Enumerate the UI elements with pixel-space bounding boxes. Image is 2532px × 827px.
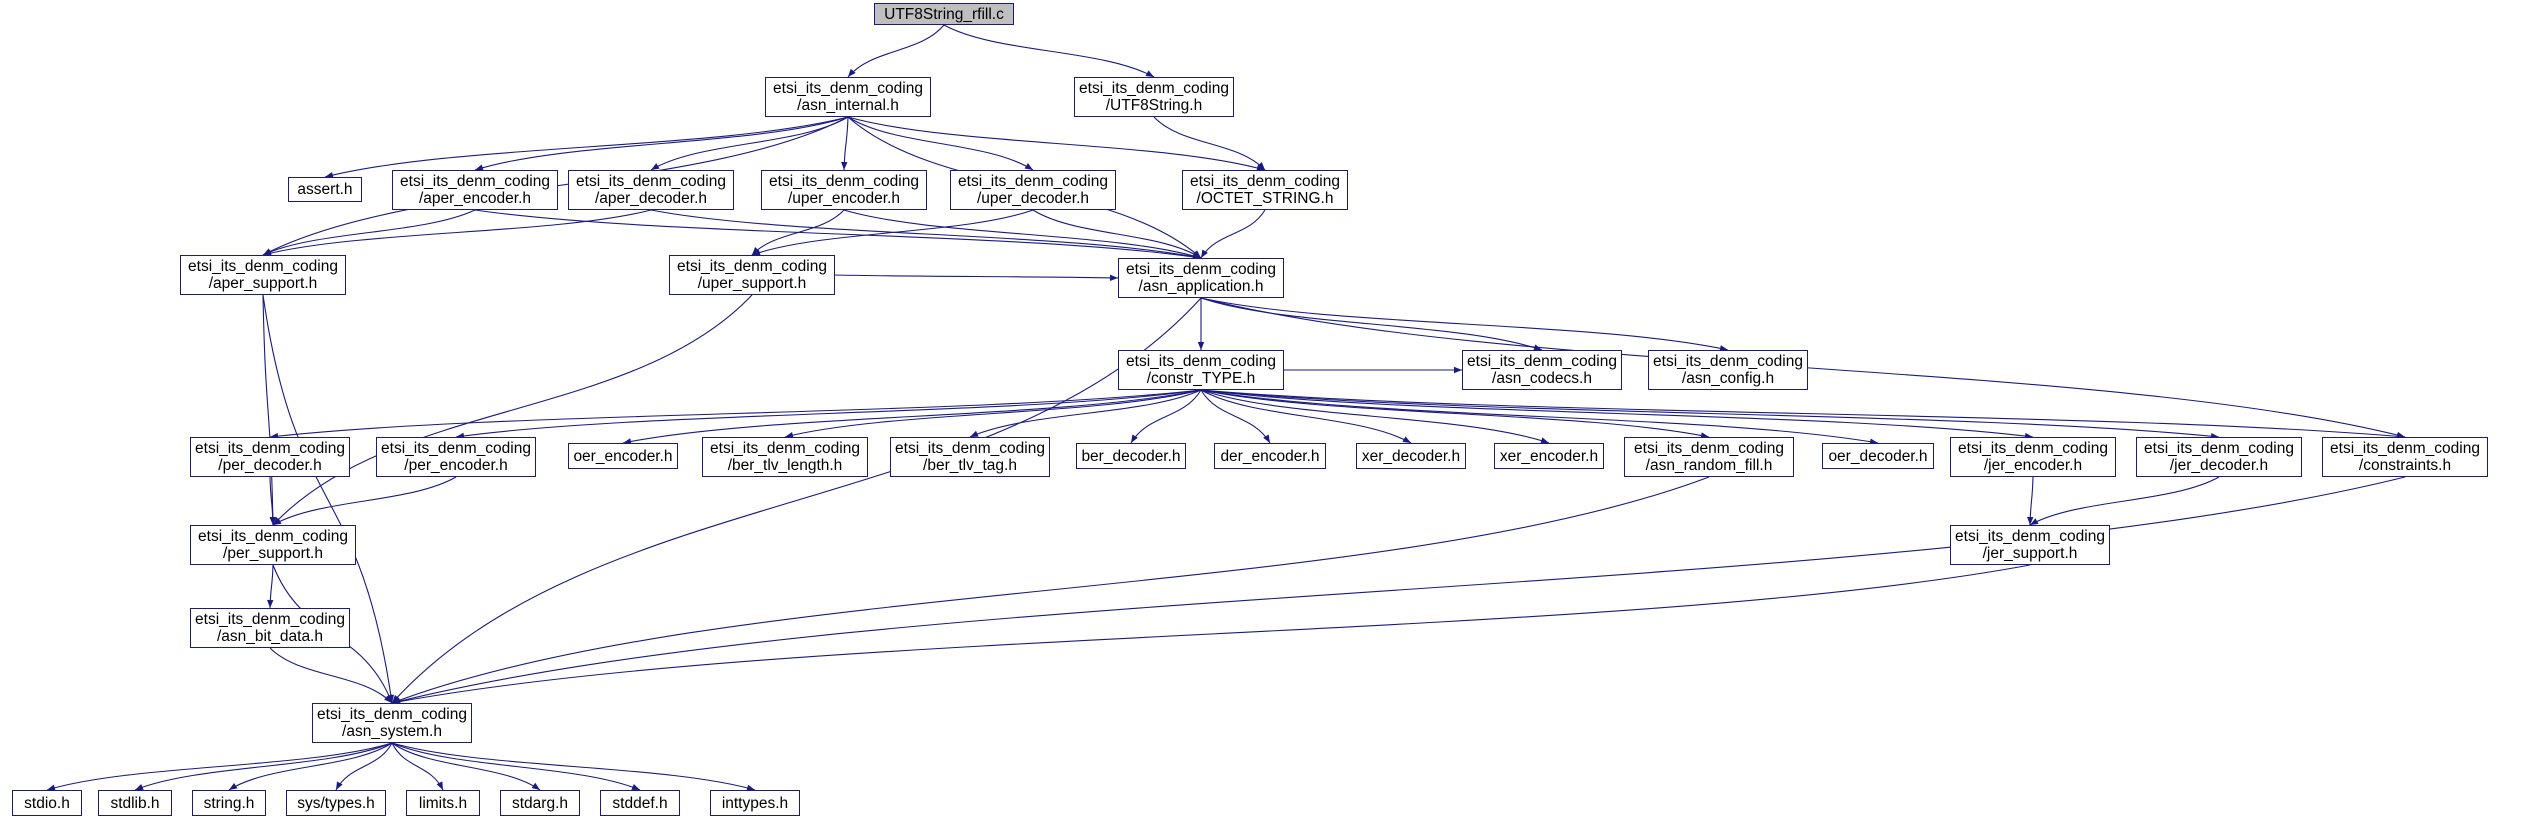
graph-node-asn_config[interactable] bbox=[1648, 350, 1808, 390]
graph-edge bbox=[229, 743, 392, 790]
graph-edge bbox=[1154, 117, 1265, 170]
graph-node-label-line: /per_decoder.h bbox=[218, 457, 322, 474]
graph-node-ber_decoder[interactable] bbox=[1076, 443, 1186, 469]
graph-node-asn_internal[interactable] bbox=[765, 77, 931, 117]
graph-edge-arrowhead bbox=[1110, 275, 1118, 281]
graph-edge bbox=[1201, 298, 1728, 350]
graph-edge-arrowhead bbox=[1454, 367, 1462, 373]
graph-edge bbox=[263, 295, 273, 525]
graph-node-label-line: etsi_its_denm_coding bbox=[188, 258, 338, 275]
graph-node-label-line: etsi_its_denm_coding bbox=[195, 611, 345, 628]
graph-node-label-line: etsi_its_denm_coding bbox=[1190, 173, 1340, 190]
graph-node-label-line: etsi_its_denm_coding bbox=[576, 173, 726, 190]
graph-edge bbox=[392, 565, 2030, 703]
graph-edge bbox=[1033, 210, 1201, 258]
graph-edge bbox=[944, 25, 1154, 77]
graph-node-constraints[interactable] bbox=[2322, 437, 2488, 477]
graph-edge bbox=[475, 117, 848, 170]
graph-node-limits[interactable] bbox=[406, 790, 480, 816]
graph-node-label-line: /UTF8String.h bbox=[1105, 97, 1203, 114]
graph-edge bbox=[392, 477, 1709, 703]
graph-node-label-line: etsi_its_denm_coding bbox=[198, 528, 348, 545]
graph-edge bbox=[848, 25, 944, 77]
graph-node-label-line: /aper_encoder.h bbox=[418, 190, 532, 207]
graph-node-aper_decoder[interactable] bbox=[568, 170, 734, 210]
graph-node-label-line: /ber_tlv_length.h bbox=[727, 457, 843, 474]
graph-edge-arrowhead bbox=[841, 162, 847, 170]
graph-node-label-line: etsi_its_denm_coding bbox=[958, 173, 1108, 190]
graph-node-label-line: etsi_its_denm_coding bbox=[769, 173, 919, 190]
graph-edge bbox=[1201, 210, 1265, 258]
graph-node-label-line: stdio.h bbox=[24, 794, 70, 812]
graph-node-label-line: etsi_its_denm_coding bbox=[1958, 440, 2108, 457]
graph-edge bbox=[392, 743, 755, 790]
graph-node-label-line: etsi_its_denm_coding bbox=[1467, 353, 1617, 370]
graph-edge bbox=[392, 477, 2405, 703]
graph-node-label-line: /asn_codecs.h bbox=[1492, 370, 1592, 387]
graph-node-label-line: etsi_its_denm_coding bbox=[773, 80, 923, 97]
graph-edge bbox=[273, 295, 752, 525]
graph-edge-arrowhead bbox=[651, 163, 660, 170]
graph-edge-arrowhead bbox=[1198, 342, 1204, 350]
graph-node-label-line: etsi_its_denm_coding bbox=[317, 706, 467, 723]
graph-node-oer_encoder[interactable] bbox=[568, 443, 678, 469]
graph-edge bbox=[475, 210, 1201, 258]
graph-node-label-line: etsi_its_denm_coding bbox=[195, 440, 345, 457]
graph-node-label-line: /OCTET_STRING.h bbox=[1196, 190, 1334, 207]
graph-node-label-line: /asn_internal.h bbox=[797, 97, 899, 114]
graph-node-label-line: string.h bbox=[203, 794, 255, 812]
graph-node-label-line: /uper_support.h bbox=[697, 275, 807, 292]
graph-node-asn_system[interactable] bbox=[312, 703, 472, 743]
graph-node-label-line: stddef.h bbox=[612, 794, 668, 812]
graph-node-label-line: etsi_its_denm_coding bbox=[1079, 80, 1229, 97]
graph-node-label-line: etsi_its_denm_coding bbox=[400, 173, 550, 190]
graph-node-label-line: etsi_its_denm_coding bbox=[1634, 440, 1784, 457]
graph-node-oer_decoder[interactable] bbox=[1822, 443, 1934, 469]
graph-node-label-line: etsi_its_denm_coding bbox=[1126, 353, 1276, 370]
graph-node-uper_decoder[interactable] bbox=[950, 170, 1116, 210]
graph-edge-arrowhead bbox=[1025, 163, 1033, 170]
graph-node-aper_support[interactable] bbox=[180, 255, 346, 295]
graph-node-label-line: /asn_bit_data.h bbox=[216, 628, 323, 645]
graph-node-label-line: /asn_system.h bbox=[342, 723, 442, 740]
graph-edge bbox=[273, 477, 456, 525]
graph-node-label-line: etsi_its_denm_coding bbox=[710, 440, 860, 457]
graph-node-label-line: limits.h bbox=[418, 794, 468, 812]
graph-node-label-line: etsi_its_denm_coding bbox=[1955, 528, 2105, 545]
graph-node-label-line: assert.h bbox=[297, 181, 353, 198]
graph-node-xer_encoder[interactable] bbox=[1494, 443, 1604, 469]
graph-node-label-line: etsi_its_denm_coding bbox=[677, 258, 827, 275]
graph-node-label-line: sys/types.h bbox=[297, 794, 375, 812]
graph-node-label-line: /jer_decoder.h bbox=[2169, 457, 2269, 474]
graph-edge bbox=[392, 298, 1201, 703]
graph-node-label-line: oer_encoder.h bbox=[573, 447, 673, 465]
graph-node-label-line: /uper_decoder.h bbox=[976, 190, 1090, 207]
graph-node-uper_encoder[interactable] bbox=[761, 170, 927, 210]
graph-node-uper_support[interactable] bbox=[669, 255, 835, 295]
graph-node-label-line: etsi_its_denm_coding bbox=[381, 440, 531, 457]
graph-node-stdlib[interactable] bbox=[98, 790, 172, 816]
graph-node-der_encoder[interactable] bbox=[1214, 443, 1326, 469]
graph-edge bbox=[1201, 390, 2219, 437]
graph-node-label-line: /asn_config.h bbox=[1681, 370, 1775, 387]
graph-edge-arrowhead bbox=[532, 783, 540, 790]
graph-edge bbox=[1201, 390, 2405, 437]
graph-edge-arrowhead bbox=[1145, 70, 1154, 77]
graph-node-label-line: etsi_its_denm_coding bbox=[1126, 261, 1276, 278]
graph-node-utf8string[interactable] bbox=[1074, 77, 1234, 117]
graph-node-stdarg[interactable] bbox=[500, 790, 580, 816]
graph-node-inttypes[interactable] bbox=[710, 790, 800, 816]
graph-node-jer_support[interactable] bbox=[1950, 525, 2110, 565]
graph-node-per_support[interactable] bbox=[190, 525, 356, 565]
graph-node-stdio[interactable] bbox=[12, 790, 82, 816]
graph-node-asn_bit_data[interactable] bbox=[190, 608, 350, 648]
graph-node-label-line: /per_encoder.h bbox=[404, 457, 508, 474]
graph-node-label-line: UTF8String_rfill.c bbox=[884, 5, 1004, 23]
graph-node-ber_tlv_tag[interactable] bbox=[890, 437, 1050, 477]
graph-node-octet_string[interactable] bbox=[1182, 170, 1348, 210]
graph-node-label-line: inttypes.h bbox=[721, 794, 789, 812]
graph-node-label-line: /asn_random_fill.h bbox=[1645, 457, 1773, 474]
graph-node-root[interactable] bbox=[874, 3, 1014, 25]
graph-node-label-line: /jer_encoder.h bbox=[1983, 457, 2083, 474]
graph-edge bbox=[392, 743, 443, 790]
graph-node-constr_type[interactable] bbox=[1118, 350, 1284, 390]
graph-node-ber_tlv_length[interactable] bbox=[702, 437, 868, 477]
graph-node-label-line: etsi_its_denm_coding bbox=[2330, 440, 2480, 457]
graph-edge bbox=[1131, 390, 1201, 443]
graph-node-label-line: /per_support.h bbox=[223, 545, 323, 562]
graph-node-label-line: oer_decoder.h bbox=[1828, 447, 1928, 465]
graph-node-label-line: /jer_support.h bbox=[1982, 545, 2078, 562]
graph-node-asn_codecs[interactable] bbox=[1462, 350, 1622, 390]
graph-edge-arrowhead bbox=[267, 600, 273, 608]
graph-node-label-line: /constr_TYPE.h bbox=[1146, 370, 1256, 387]
graph-node-stddef[interactable] bbox=[600, 790, 680, 816]
graph-node-per_decoder[interactable] bbox=[190, 437, 350, 477]
graph-node-label-line: etsi_its_denm_coding bbox=[1653, 353, 1803, 370]
graph-edge-arrowhead bbox=[1402, 436, 1411, 443]
graph-edge bbox=[392, 743, 640, 790]
graph-node-label-line: xer_encoder.h bbox=[1499, 447, 1599, 465]
graph-edge bbox=[848, 117, 1265, 170]
graph-edge bbox=[270, 390, 1201, 437]
graph-node-label-line: /aper_support.h bbox=[208, 275, 318, 292]
graph-node-label-line: /constraints.h bbox=[2358, 457, 2452, 474]
graph-node-asn_application[interactable] bbox=[1118, 258, 1284, 298]
graph-edge bbox=[848, 117, 1033, 170]
graph-node-label-line: xer_decoder.h bbox=[1361, 447, 1461, 465]
graph-node-asn_random_fill[interactable] bbox=[1624, 437, 1794, 477]
graph-node-jer_decoder[interactable] bbox=[2136, 437, 2302, 477]
graph-node-label-line: der_encoder.h bbox=[1220, 447, 1320, 465]
graph-node-aper_encoder[interactable] bbox=[392, 170, 558, 210]
graph-node-jer_encoder[interactable] bbox=[1950, 437, 2116, 477]
graph-node-label-line: etsi_its_denm_coding bbox=[895, 440, 1045, 457]
graph-node-label-line: /aper_decoder.h bbox=[594, 190, 708, 207]
graph-node-label-line: ber_decoder.h bbox=[1081, 447, 1181, 465]
graph-node-label-line: /asn_application.h bbox=[1138, 278, 1264, 295]
graph-node-label-line: stdlib.h bbox=[110, 794, 160, 812]
graph-node-label-line: stdarg.h bbox=[511, 794, 568, 812]
graph-edge bbox=[1201, 390, 2033, 437]
graph-edge bbox=[844, 210, 1201, 258]
graph-node-assert[interactable] bbox=[288, 177, 362, 202]
graph-edge-arrowhead bbox=[229, 783, 237, 790]
graph-edge bbox=[135, 743, 392, 790]
graph-edge bbox=[1201, 298, 1542, 350]
graph-node-per_encoder[interactable] bbox=[376, 437, 536, 477]
graph-node-xer_decoder[interactable] bbox=[1356, 443, 1466, 469]
graph-node-systypes[interactable] bbox=[286, 790, 386, 816]
graph-node-label-line: etsi_its_denm_coding bbox=[2144, 440, 2294, 457]
graph-edge-arrowhead bbox=[437, 781, 443, 790]
graph-edge bbox=[835, 275, 1118, 278]
graph-node-string[interactable] bbox=[192, 790, 266, 816]
graph-node-label-line: /ber_tlv_tag.h bbox=[923, 457, 1017, 474]
graph-edge bbox=[270, 648, 392, 703]
graph-node-label-line: /uper_encoder.h bbox=[787, 190, 901, 207]
graph-edge bbox=[752, 210, 844, 255]
